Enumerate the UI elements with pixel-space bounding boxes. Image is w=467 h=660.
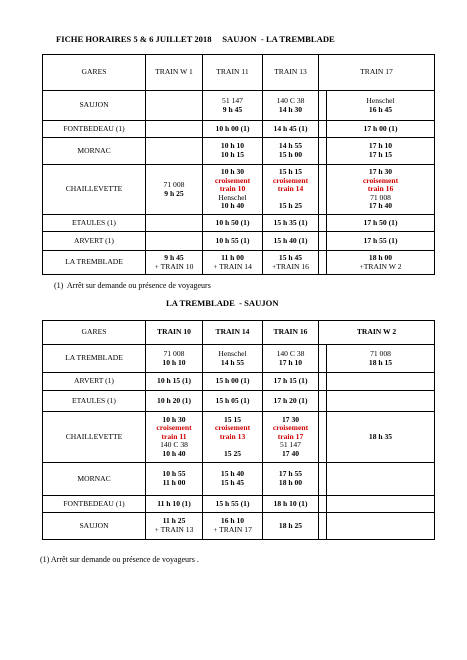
time-cell (203, 121, 263, 138)
time-cell (263, 496, 319, 513)
time-line: 51 147 (222, 95, 243, 105)
spacer-cell (319, 215, 327, 232)
time-line: + TRAIN 14 (213, 261, 252, 271)
column-header: TRAIN 16 (263, 321, 319, 345)
time-line: 15 h 35 (1) (273, 217, 308, 227)
time-line: 15 h 45 (278, 252, 303, 262)
time-line: 10 h 30 (220, 167, 245, 177)
crossing-note: train 10 (219, 184, 246, 194)
table-row (43, 463, 435, 496)
time-line: 10 h 55 (1) (215, 235, 250, 245)
time-line: 11 h 00 (162, 478, 186, 487)
time-cell (327, 345, 435, 373)
table-row (43, 251, 435, 275)
station-name: CHAILLEVETTE (43, 412, 146, 463)
time-line: 17 40 (281, 448, 300, 458)
time-line: 11 h 00 (221, 252, 244, 262)
time-cell (263, 463, 319, 496)
header-row (43, 321, 435, 345)
spacer-cell (319, 251, 327, 275)
time-cell (203, 373, 263, 391)
station-name: ETAULES (1) (43, 215, 146, 232)
spacer-cell (319, 373, 327, 391)
time-cell (327, 215, 435, 232)
station-name: ARVERT (1) (43, 232, 146, 251)
table-row (43, 391, 435, 412)
time-cell (146, 121, 203, 138)
time-line: 17 h 15 (368, 150, 393, 159)
time-line: 10 h 00 (1) (215, 123, 250, 133)
time-line: 71 008 (370, 348, 391, 358)
time-line: 15 h 05 (1) (215, 395, 250, 405)
time-cell (263, 121, 319, 138)
time-line: 10 h 40 (220, 201, 245, 211)
footnote-request-stop-return: (1) Arrêt sur demande ou présence de voyageurs . (40, 555, 199, 564)
time-cell (327, 463, 435, 496)
time-cell (327, 412, 435, 463)
spacer-cell (319, 345, 327, 373)
table-row (43, 138, 435, 165)
time-line: 10 h 15 (220, 150, 245, 159)
station-name: FONTBEDEAU (1) (43, 496, 146, 513)
time-cell (263, 165, 319, 215)
column-header: TRAIN 17 (319, 55, 435, 91)
spacer-cell (319, 463, 327, 496)
time-line: 71 008 (163, 348, 185, 358)
time-cell (203, 513, 263, 540)
time-line: 18 h 00 (278, 478, 303, 487)
station-name: MORNAC (43, 463, 146, 496)
time-line: 17 30 (281, 414, 300, 424)
time-cell (203, 345, 263, 373)
timetable-la-tremblade-saujon (42, 320, 435, 540)
station-name: ETAULES (1) (43, 391, 146, 412)
spacer-cell (319, 412, 327, 463)
time-line: 10 h 40 (162, 448, 186, 458)
time-line: 17 h 55 (278, 469, 303, 479)
time-line: 17 h 55 (1) (363, 235, 398, 245)
crossing-note: train 13 (219, 431, 246, 441)
table-row (43, 232, 435, 251)
crossing-note: croisement (272, 175, 309, 185)
station-name: FONTBEDEAU (1) (43, 121, 146, 138)
time-line: 15 h 00 (278, 150, 303, 159)
column-header: TRAIN W 1 (146, 55, 203, 91)
time-cell (203, 138, 263, 165)
time-cell (263, 138, 319, 165)
time-line: 10 h 55 (162, 469, 186, 479)
table-row (43, 215, 435, 232)
time-cell (203, 91, 263, 121)
time-cell (263, 391, 319, 412)
crossing-note: croisement (214, 423, 251, 433)
time-cell (327, 373, 435, 391)
time-line: Henschel (218, 348, 247, 358)
time-cell (146, 513, 203, 540)
time-line: 15 15 (223, 414, 242, 424)
time-cell (263, 513, 319, 540)
time-line: 18 h 00 (368, 252, 393, 262)
spacer-cell (319, 165, 327, 215)
time-cell (327, 91, 435, 121)
time-cell (146, 463, 203, 496)
table-row (43, 412, 435, 463)
time-cell (263, 345, 319, 373)
time-line: 17 h 15 (1) (273, 376, 308, 386)
time-cell (203, 215, 263, 232)
time-line: 14 h 30 (278, 104, 303, 114)
time-line: 17 h 10 (278, 357, 303, 367)
crossing-note: train 14 (277, 184, 304, 194)
time-cell (327, 121, 435, 138)
time-cell (263, 251, 319, 275)
spacer-cell (319, 138, 327, 165)
time-cell (146, 496, 203, 513)
time-line: 9 h 45 (222, 104, 243, 114)
time-cell (146, 251, 203, 275)
time-line: 16 h 10 (220, 516, 245, 526)
time-line: 16 h 45 (368, 104, 393, 114)
time-line: 18 h 35 (368, 431, 393, 441)
column-header: GARES (43, 321, 146, 345)
time-line: 18 h 10 (1) (273, 498, 308, 508)
time-cell (263, 373, 319, 391)
time-line: 11 h 10 (1) (157, 498, 191, 508)
time-cell (327, 391, 435, 412)
time-line: + TRAIN 10 (154, 261, 194, 271)
timetable-saujon-la-tremblade (42, 54, 435, 275)
time-line: 15 h 15 (278, 167, 303, 177)
time-cell (327, 138, 435, 165)
crossing-note: croisement (272, 423, 309, 433)
time-cell (327, 496, 435, 513)
spacer-cell (319, 513, 327, 540)
time-line: 17 h 40 (368, 201, 393, 211)
time-cell (203, 412, 263, 463)
spacer-cell (319, 91, 327, 121)
table-row (43, 496, 435, 513)
section-title-return: LA TREMBLADE - SAUJON (166, 298, 279, 308)
time-line: Henschel (218, 192, 247, 202)
station-name: SAUJON (43, 91, 146, 121)
time-line: 10 h 15 (1) (157, 376, 191, 386)
column-header: TRAIN 14 (203, 321, 263, 345)
time-cell (203, 165, 263, 215)
header-row (43, 55, 435, 91)
table-row (43, 345, 435, 373)
time-line: 140 C 38 (276, 95, 305, 105)
footnote-request-stop: (1) Arrêt sur demande ou présence de voyageurs (54, 281, 211, 290)
table-row (43, 165, 435, 215)
time-line: 10 h 10 (162, 357, 186, 367)
time-cell (146, 232, 203, 251)
station-name: ARVERT (1) (43, 373, 146, 391)
time-line: 11 h 25 (162, 516, 186, 526)
time-line: 10 h 10 (220, 141, 245, 151)
time-line: 71 008 (370, 192, 391, 202)
crossing-note: croisement (362, 175, 399, 185)
crossing-note: train 11 (161, 431, 187, 441)
time-cell (327, 165, 435, 215)
spacer-cell (319, 121, 327, 138)
time-line: 17 h 20 (1) (273, 395, 308, 405)
crossing-note: croisement (156, 423, 192, 433)
table-row (43, 91, 435, 121)
time-line: 15 h 45 (220, 478, 245, 487)
time-cell (263, 232, 319, 251)
time-cell (146, 412, 203, 463)
time-cell (203, 391, 263, 412)
time-line: 17 h 00 (1) (363, 123, 398, 133)
time-cell (263, 91, 319, 121)
time-line: 18 h 25 (278, 520, 303, 530)
time-line: 18 h 15 (368, 357, 393, 367)
spacer-cell (319, 496, 327, 513)
column-header: TRAIN 13 (263, 55, 319, 91)
time-cell (203, 463, 263, 496)
time-line: 140 C 38 (276, 348, 305, 358)
table-row (43, 513, 435, 540)
time-line: 10 h 30 (162, 414, 186, 424)
time-line: + TRAIN 13 (154, 525, 194, 534)
time-line: +TRAIN W 2 (359, 261, 402, 271)
crossing-note: croisement (214, 175, 251, 185)
time-line: 140 C 38 (160, 440, 188, 450)
time-line: 15 h 40 (1) (273, 235, 308, 245)
time-line: 51 147 (280, 440, 301, 450)
time-cell (203, 232, 263, 251)
station-name: CHAILLEVETTE (43, 165, 146, 215)
time-cell (203, 496, 263, 513)
time-cell (203, 251, 263, 275)
time-line: 15 25 (223, 448, 242, 458)
column-header: GARES (43, 55, 146, 91)
time-cell (327, 251, 435, 275)
time-line: Henschel (366, 95, 395, 105)
spacer-cell (319, 391, 327, 412)
time-cell (146, 165, 203, 215)
time-cell (146, 91, 203, 121)
spacer-cell (319, 232, 327, 251)
table-row (43, 121, 435, 138)
time-line: 10 h 50 (1) (215, 217, 250, 227)
table-row (43, 373, 435, 391)
time-line: 15 h 40 (220, 469, 245, 479)
time-cell (146, 138, 203, 165)
time-line: 15 h 25 (278, 201, 303, 211)
time-line: 17 h 30 (368, 167, 393, 177)
time-line: +TRAIN 16 (272, 261, 309, 271)
time-line: + TRAIN 17 (213, 525, 252, 534)
time-line: 14 h 55 (220, 357, 245, 367)
time-line: 9 h 45 (164, 252, 184, 262)
column-header: TRAIN 11 (203, 55, 263, 91)
column-header: TRAIN W 2 (319, 321, 435, 345)
time-cell (327, 232, 435, 251)
time-line: 15 h 55 (1) (215, 498, 250, 508)
column-header: TRAIN 10 (146, 321, 203, 345)
page-title: FICHE HORAIRES 5 & 6 JUILLET 2018 SAUJON - LA TREMBLADE (56, 34, 335, 44)
time-line: 17 h 10 (368, 141, 393, 151)
crossing-note: train 16 (367, 184, 394, 194)
time-line: 14 h 45 (1) (273, 123, 308, 133)
time-cell (146, 391, 203, 412)
station-name: SAUJON (43, 513, 146, 540)
time-cell (263, 412, 319, 463)
time-line: 10 h 20 (1) (157, 395, 191, 405)
station-name: LA TREMBLADE (43, 251, 146, 275)
time-cell (146, 345, 203, 373)
time-cell (146, 215, 203, 232)
time-line: 17 h 50 (1) (363, 217, 398, 227)
time-cell (263, 215, 319, 232)
time-cell (327, 513, 435, 540)
time-line: 9 h 25 (164, 188, 184, 198)
crossing-note: train 17 (277, 431, 304, 441)
station-name: MORNAC (43, 138, 146, 165)
time-cell (146, 373, 203, 391)
time-line: 71 008 (163, 179, 185, 189)
station-name: LA TREMBLADE (43, 345, 146, 373)
time-line: 15 h 00 (1) (215, 376, 250, 386)
time-line: 14 h 55 (278, 141, 303, 151)
